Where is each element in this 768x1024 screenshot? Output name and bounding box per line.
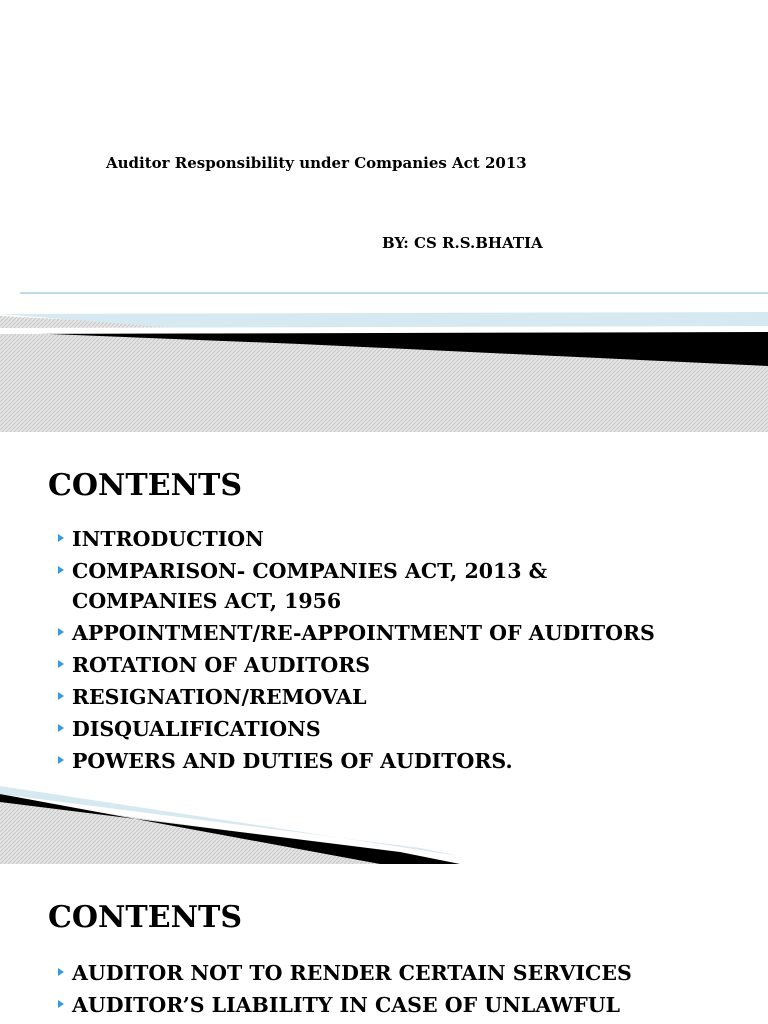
bullet-arrow-icon <box>58 724 64 732</box>
list-item: INTRODUCTION <box>50 524 655 554</box>
contents-list <box>50 524 655 778</box>
list-item: RESIGNATION/REMOVAL <box>50 682 655 712</box>
list-item: ROTATION OF AUDITORS <box>50 650 655 680</box>
list-item: POWERS AND DUTIES OF AUDITORS. <box>50 746 655 776</box>
bullet-arrow-icon <box>58 968 64 976</box>
slide-title: Auditor Responsibility under Companies Act 2013 <box>106 154 527 172</box>
list-item: AUDITOR’S LIABILITY IN CASE OF UNLAWFUL <box>50 990 632 1020</box>
list-item: COMPARISON- COMPANIES ACT, 2013 & <box>50 556 655 586</box>
list-item-continuation: COMPANIES ACT, 1956 <box>72 589 342 613</box>
contents-slide-2 <box>0 864 768 1024</box>
bullet-arrow-icon <box>58 660 64 668</box>
bullet-arrow-icon <box>58 566 64 574</box>
contents-heading: CONTENTS <box>48 900 243 935</box>
list-item: APPOINTMENT/RE-APPOINTMENT OF AUDITORS <box>50 618 655 648</box>
list-item: DISQUALIFICATIONS <box>50 714 655 744</box>
bullet-arrow-icon <box>58 534 64 542</box>
bullet-arrow-icon <box>58 756 64 764</box>
bullet-arrow-icon <box>58 628 64 636</box>
bullet-arrow-icon <box>58 1000 64 1008</box>
contents-list <box>50 958 632 1022</box>
author-byline: BY: CS R.S.BHATIA <box>382 234 543 252</box>
contents-heading: CONTENTS <box>48 468 243 503</box>
bullet-arrow-icon <box>58 692 64 700</box>
title-slide-decoration <box>0 286 768 432</box>
title-slide <box>0 0 768 432</box>
list-item: AUDITOR NOT TO RENDER CERTAIN SERVICES <box>50 958 632 988</box>
contents-slide-decoration <box>0 768 768 864</box>
contents-slide-1 <box>0 432 768 864</box>
